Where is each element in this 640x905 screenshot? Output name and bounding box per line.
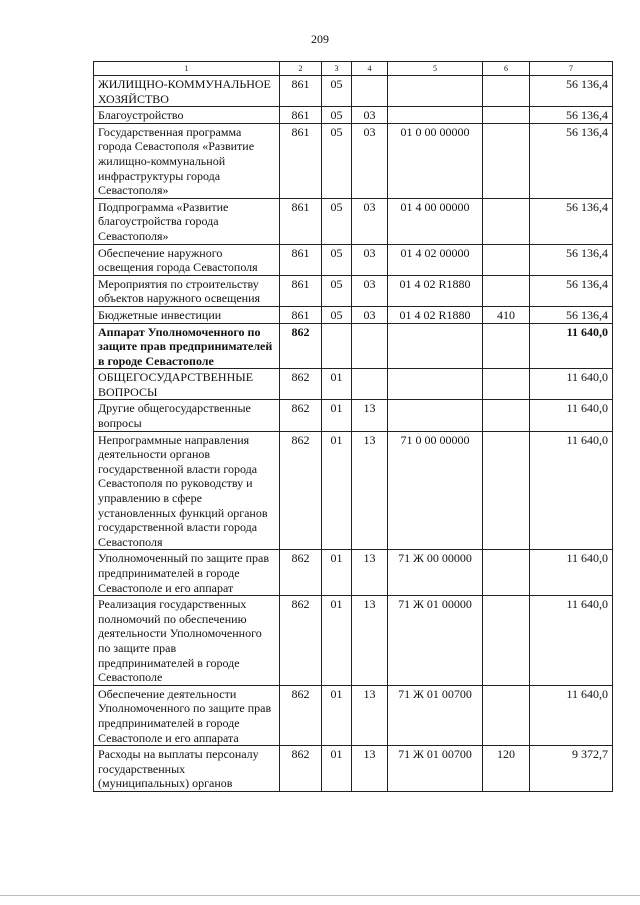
amount-cell: 56 136,4 bbox=[530, 198, 613, 244]
target-article-code-cell: 71 Ж 01 00700 bbox=[388, 685, 483, 745]
table-body bbox=[94, 76, 613, 792]
budget-table bbox=[93, 61, 613, 792]
page-number: 209 bbox=[311, 32, 329, 46]
department-code-cell: 862 bbox=[280, 323, 322, 369]
target-article-code-cell: 01 4 02 00000 bbox=[388, 244, 483, 275]
target-article-code-cell bbox=[388, 369, 483, 400]
target-article-code-cell: 01 4 00 00000 bbox=[388, 198, 483, 244]
amount-cell: 11 640,0 bbox=[530, 685, 613, 745]
table-row bbox=[94, 275, 613, 306]
amount-cell: 56 136,4 bbox=[530, 306, 613, 323]
expense-type-code-cell bbox=[483, 596, 530, 686]
item-name-cell: Благоустройство bbox=[94, 107, 280, 124]
section-code-cell: 01 bbox=[322, 369, 352, 400]
expense-type-code-cell: 120 bbox=[483, 746, 530, 792]
department-code-cell: 862 bbox=[280, 550, 322, 596]
subsection-code-cell: 03 bbox=[352, 198, 388, 244]
table-row bbox=[94, 76, 613, 107]
amount-cell: 11 640,0 bbox=[530, 323, 613, 369]
expense-type-code-cell bbox=[483, 323, 530, 369]
department-code-cell: 861 bbox=[280, 76, 322, 107]
item-name-cell: Обеспечение наружного освещения города Севастополя bbox=[94, 244, 280, 275]
column-number: 1 bbox=[94, 62, 280, 76]
subsection-code-cell: 13 bbox=[352, 746, 388, 792]
department-code-cell: 862 bbox=[280, 431, 322, 550]
target-article-code-cell: 01 0 00 00000 bbox=[388, 123, 483, 198]
item-name-cell: Государственная программа города Севастополя «Развитие жилищно-коммунальной инфраструктуры города Севастополя» bbox=[94, 123, 280, 198]
department-code-cell: 861 bbox=[280, 123, 322, 198]
section-code-cell: 05 bbox=[322, 306, 352, 323]
expense-type-code-cell bbox=[483, 685, 530, 745]
item-name-cell: Аппарат Уполномоченного по защите прав предпринимателей в городе Севастополе bbox=[94, 323, 280, 369]
expense-type-code-cell bbox=[483, 431, 530, 550]
section-code-cell: 05 bbox=[322, 76, 352, 107]
expense-type-code-cell bbox=[483, 198, 530, 244]
target-article-code-cell: 71 Ж 01 00700 bbox=[388, 746, 483, 792]
column-number: 4 bbox=[352, 62, 388, 76]
expense-type-code-cell bbox=[483, 369, 530, 400]
item-name-cell: Обеспечение деятельности Уполномоченного по защите прав предпринимателей в городе Севастополе и его аппарата bbox=[94, 685, 280, 745]
department-code-cell: 862 bbox=[280, 369, 322, 400]
column-number-row bbox=[94, 62, 613, 76]
subsection-code-cell: 13 bbox=[352, 685, 388, 745]
expense-type-code-cell bbox=[483, 400, 530, 431]
amount-cell: 11 640,0 bbox=[530, 431, 613, 550]
subsection-code-cell bbox=[352, 323, 388, 369]
department-code-cell: 862 bbox=[280, 685, 322, 745]
subsection-code-cell: 03 bbox=[352, 275, 388, 306]
target-article-code-cell: 71 Ж 01 00000 bbox=[388, 596, 483, 686]
target-article-code-cell: 01 4 02 R1880 bbox=[388, 275, 483, 306]
section-code-cell: 01 bbox=[322, 431, 352, 550]
subsection-code-cell: 13 bbox=[352, 596, 388, 686]
table-row bbox=[94, 685, 613, 745]
target-article-code-cell: 71 0 00 00000 bbox=[388, 431, 483, 550]
section-code-cell: 05 bbox=[322, 198, 352, 244]
column-number: 5 bbox=[388, 62, 483, 76]
table-row bbox=[94, 550, 613, 596]
subsection-code-cell: 03 bbox=[352, 107, 388, 124]
column-number: 6 bbox=[483, 62, 530, 76]
expense-type-code-cell bbox=[483, 107, 530, 124]
section-code-cell: 01 bbox=[322, 596, 352, 686]
table-row bbox=[94, 306, 613, 323]
target-article-code-cell: 71 Ж 00 00000 bbox=[388, 550, 483, 596]
subsection-code-cell: 13 bbox=[352, 431, 388, 550]
item-name-cell: Мероприятия по строительству объектов наружного освещения bbox=[94, 275, 280, 306]
table-row bbox=[94, 198, 613, 244]
target-article-code-cell: 01 4 02 R1880 bbox=[388, 306, 483, 323]
item-name-cell: Бюджетные инвестиции bbox=[94, 306, 280, 323]
department-code-cell: 861 bbox=[280, 198, 322, 244]
expense-type-code-cell bbox=[483, 275, 530, 306]
table-row bbox=[94, 123, 613, 198]
item-name-cell: ОБЩЕГОСУДАРСТВЕННЫЕ ВОПРОСЫ bbox=[94, 369, 280, 400]
amount-cell: 56 136,4 bbox=[530, 107, 613, 124]
subsection-code-cell: 13 bbox=[352, 550, 388, 596]
scan-edge-line bbox=[0, 895, 640, 896]
item-name-cell: ЖИЛИЩНО-КОММУНАЛЬНОЕ ХОЗЯЙСТВО bbox=[94, 76, 280, 107]
amount-cell: 11 640,0 bbox=[530, 550, 613, 596]
amount-cell: 11 640,0 bbox=[530, 596, 613, 686]
amount-cell: 11 640,0 bbox=[530, 369, 613, 400]
section-code-cell bbox=[322, 323, 352, 369]
department-code-cell: 861 bbox=[280, 107, 322, 124]
department-code-cell: 862 bbox=[280, 596, 322, 686]
table-row bbox=[94, 596, 613, 686]
subsection-code-cell: 03 bbox=[352, 306, 388, 323]
target-article-code-cell bbox=[388, 76, 483, 107]
item-name-cell: Другие общегосударственные вопросы bbox=[94, 400, 280, 431]
department-code-cell: 861 bbox=[280, 244, 322, 275]
section-code-cell: 05 bbox=[322, 244, 352, 275]
amount-cell: 56 136,4 bbox=[530, 244, 613, 275]
section-code-cell: 05 bbox=[322, 275, 352, 306]
table-row bbox=[94, 323, 613, 369]
subsection-code-cell bbox=[352, 369, 388, 400]
department-code-cell: 862 bbox=[280, 400, 322, 431]
section-code-cell: 01 bbox=[322, 746, 352, 792]
expense-type-code-cell: 410 bbox=[483, 306, 530, 323]
table-row bbox=[94, 369, 613, 400]
amount-cell: 9 372,7 bbox=[530, 746, 613, 792]
amount-cell: 56 136,4 bbox=[530, 123, 613, 198]
subsection-code-cell: 03 bbox=[352, 123, 388, 198]
section-code-cell: 01 bbox=[322, 550, 352, 596]
section-code-cell: 01 bbox=[322, 685, 352, 745]
table-row bbox=[94, 431, 613, 550]
expense-type-code-cell bbox=[483, 76, 530, 107]
department-code-cell: 861 bbox=[280, 275, 322, 306]
expense-type-code-cell bbox=[483, 244, 530, 275]
target-article-code-cell bbox=[388, 107, 483, 124]
column-number: 7 bbox=[530, 62, 613, 76]
item-name-cell: Расходы на выплаты персоналу государственных (муниципальных) органов bbox=[94, 746, 280, 792]
department-code-cell: 861 bbox=[280, 306, 322, 323]
department-code-cell: 862 bbox=[280, 746, 322, 792]
subsection-code-cell: 13 bbox=[352, 400, 388, 431]
expense-type-code-cell bbox=[483, 550, 530, 596]
subsection-code-cell bbox=[352, 76, 388, 107]
section-code-cell: 01 bbox=[322, 400, 352, 431]
column-number: 2 bbox=[280, 62, 322, 76]
table-row bbox=[94, 107, 613, 124]
section-code-cell: 05 bbox=[322, 123, 352, 198]
column-number: 3 bbox=[322, 62, 352, 76]
amount-cell: 56 136,4 bbox=[530, 76, 613, 107]
subsection-code-cell: 03 bbox=[352, 244, 388, 275]
amount-cell: 11 640,0 bbox=[530, 400, 613, 431]
item-name-cell: Реализация государственных полномочий по обеспечению деятельности Уполномоченного по защите прав предпринимателей в городе Севастополе bbox=[94, 596, 280, 686]
item-name-cell: Непрограммные направления деятельности органов государственной власти города Севастополя по руководству и управлению в сфере установленных функций органов государственной власти города Севастополя bbox=[94, 431, 280, 550]
table-row bbox=[94, 746, 613, 792]
item-name-cell: Подпрограмма «Развитие благоустройства города Севастополя» bbox=[94, 198, 280, 244]
target-article-code-cell bbox=[388, 400, 483, 431]
item-name-cell: Уполномоченный по защите прав предпринимателей в городе Севастополе и его аппарат bbox=[94, 550, 280, 596]
target-article-code-cell bbox=[388, 323, 483, 369]
section-code-cell: 05 bbox=[322, 107, 352, 124]
amount-cell: 56 136,4 bbox=[530, 275, 613, 306]
expense-type-code-cell bbox=[483, 123, 530, 198]
table-row bbox=[94, 400, 613, 431]
table-row bbox=[94, 244, 613, 275]
